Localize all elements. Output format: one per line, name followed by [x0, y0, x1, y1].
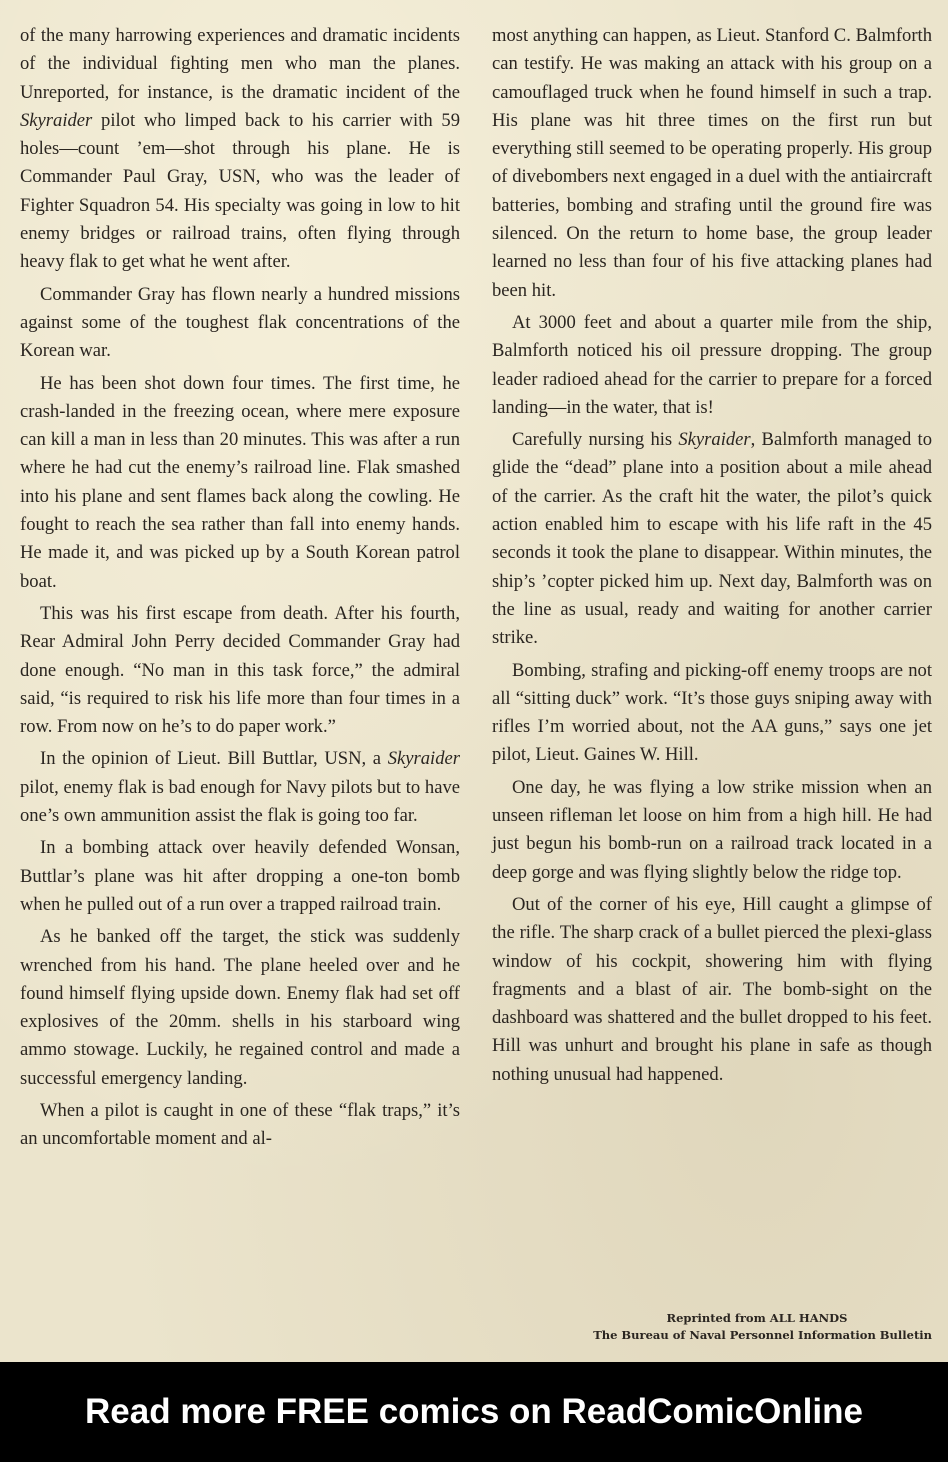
- right-paragraph-3: [492, 426, 932, 652]
- right-paragraph-4: Bombing, strafing and picking-off enemy troops are not all “sitting duck” work. “It’s those guys sniping away with rifles I’m worried about, not the AA guns,” says one jet pilot, Lieut. Gaines W. Hill.: [492, 659, 932, 766]
- right-paragraph-1: most anything can happen, as Lieut. Stanford C. Balmforth can testify. He was making an attack with his group on a camouflaged truck when he found himself in such a trap. His plane was hit three times on the first run but everything still seemed to be operating properly. His group of divebombers next engaged in a duel with the antiaircraft batteries, bombing and strafing until the ground fire was silenced. On the return to home base, the group leader learned no less than four of his five attacking planes had been hit.: [492, 25, 932, 301]
- reprint-credit: [552, 1310, 932, 1344]
- text-run: of the many harrowing experiences and dramatic incidents of the individual fighting men who man the planes. Unreported, for instance, is the dramatic incident of the: [20, 25, 460, 103]
- aircraft-name: Skyraider: [387, 748, 460, 770]
- left-paragraph-4: This was his first escape from death. After his fourth, Rear Admiral John Perry decided Commander Gray had done enough. “No man in this task force,” the admiral said, “is required to risk his life more than four times in a row. From now on he’s to do paper work.”: [20, 602, 460, 738]
- right-paragraph-5: One day, he was flying a low strike mission when an unseen rifleman let loose on him from a high hill. He had just begun his bomb-run on a railroad track located in a deep gorge and was flying slightly below the ridge top.: [492, 776, 932, 883]
- credit-line-2: The Bureau of Naval Personnel Information Bulletin: [593, 1328, 932, 1342]
- text-run: pilot, enemy flak is bad enough for Navy pilots but to have one’s own ammunition assist the flak is going too far.: [20, 776, 460, 827]
- text-run: pilot who limped back to his carrier with 59 holes—count ’em—shot through his plane. He is Commander Paul Gray, USN, who was the leader of Fighter Squadron 54. His specialty was going in low to hit enemy bridges or railroad trains, often flying through heavy flak to get what he went after.: [20, 109, 460, 273]
- text-run: Carefully nursing his: [512, 429, 679, 451]
- text-run: In the opinion of Lieut. Bill Buttlar, USN, a: [40, 748, 388, 770]
- right-column: [492, 22, 932, 1093]
- left-paragraph-1: [20, 22, 460, 277]
- left-paragraph-3: He has been shot down four times. The first time, he crash-landed in the freezing ocean, where mere exposure can kill a man in less than 20 minutes. This was after a run where he had cut the enemy’s railroad line. Flak smashed into his plane and sent flames back along the cowling. He fought to reach the sea rather than fall into enemy hands. He made it, and was picked up by a South Korean patrol boat.: [20, 372, 460, 592]
- promo-banner: [0, 1362, 948, 1462]
- left-paragraph-6: In a bombing attack over heavily defended Wonsan, Buttlar’s plane was hit after dropping a one-ton bomb when he pulled out of a run over a trapped railroad train.: [20, 837, 460, 915]
- aircraft-name: Skyraider: [20, 109, 93, 131]
- right-paragraph-6: Out of the corner of his eye, Hill caught a glimpse of the rifle. The sharp crack of a bullet pierced the plexi-glass window of his cockpit, showering him with flying fragments and a blast of air. The bomb-sight on the dashboard was shattered and the bullet dropped to his feet. Hill was unhurt and brought his plane in safe as though nothing unusual had happened.: [492, 893, 932, 1085]
- left-paragraph-7: As he banked off the target, the stick was suddenly wrenched from his hand. The plane heeled over and he found himself flying upside down. Enemy flak had set off explosives of the 20mm. shells in his starboard wing ammo stowage. Luckily, he regained control and made a successful emergency landing.: [20, 926, 460, 1089]
- left-paragraph-8: When a pilot is caught in one of these “flak traps,” it’s an uncomfortable moment and al-: [20, 1099, 460, 1150]
- aircraft-name: Skyraider: [678, 429, 751, 451]
- promo-banner-text: Read more FREE comics on ReadComicOnline: [85, 1392, 863, 1431]
- right-paragraph-2: At 3000 feet and about a quarter mile from the ship, Balmforth noticed his oil pressure dropping. The group leader radioed ahead for the carrier to prepare for a forced landing—in the water, that is!: [492, 311, 932, 418]
- credit-line-1: Reprinted from ALL HANDS: [666, 1311, 848, 1325]
- text-run: , Balmforth managed to glide the “dead” plane into a position about a mile ahead of the carrier. As the craft hit the water, the pilot’s quick action enabled him to escape with his life raft in the 45 seconds it took the plane to disappear. Within minutes, the ship’s ’copter picked him up. Next day, Balmforth was on the line as usual, ready and waiting for another carrier strike.: [492, 429, 932, 649]
- left-paragraph-5: [20, 745, 460, 830]
- left-column: [20, 22, 460, 1158]
- left-paragraph-2: Commander Gray has flown nearly a hundred missions against some of the toughest flak concentrations of the Korean war.: [20, 283, 460, 362]
